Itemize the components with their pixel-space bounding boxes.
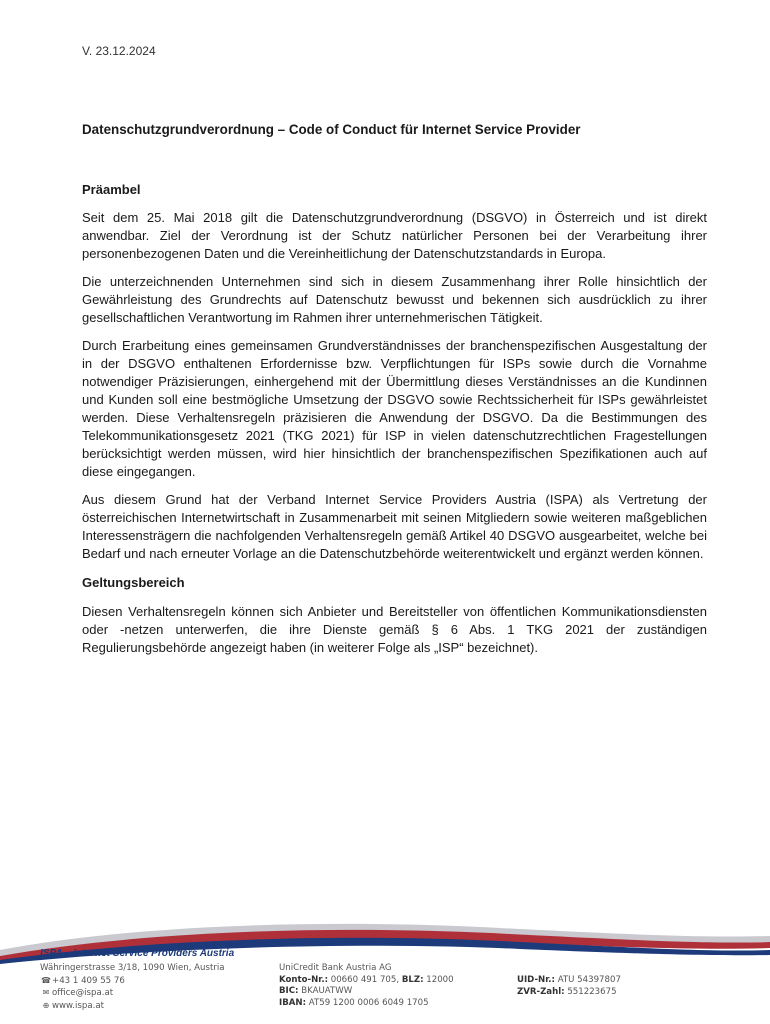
footer-bank bbox=[279, 963, 454, 1009]
footer-contact bbox=[40, 963, 225, 1012]
footer-registry bbox=[517, 975, 621, 998]
uid-value: ATU 54397807 bbox=[557, 975, 621, 985]
blz-label: BLZ: bbox=[401, 974, 424, 985]
section-heading-preamble: Präambel bbox=[82, 182, 141, 197]
iban-label: IBAN: bbox=[279, 997, 307, 1008]
footer-bank-name: UniCredit Bank Austria AG bbox=[279, 963, 392, 973]
document-version: V. 23.12.2024 bbox=[82, 44, 156, 58]
paragraph-1: Seit dem 25. Mai 2018 gilt die Datenschutzgrundverordnung (DSGVO) in Österreich und ist direkt anwendbar. Ziel der Verordnung ist der Schutz natürlicher Personen bei der Verarbeitung ihrer personenbezogenen Daten und die Vereinheitlichung der Datenschutzstandards in Europa. bbox=[82, 210, 707, 261]
uid-label: UID-Nr.: bbox=[517, 975, 555, 985]
zvr-label: ZVR-Zahl: bbox=[517, 986, 565, 997]
zvr-value: 551223675 bbox=[567, 986, 617, 997]
footer-web[interactable]: www.ispa.at bbox=[52, 1000, 104, 1011]
footer-org-name: ISPA – Internet Service Providers Austria bbox=[40, 948, 235, 959]
bic-label: BIC: bbox=[279, 986, 299, 996]
document-title: Datenschutzgrundverordnung – Code of Conduct für Internet Service Provider bbox=[82, 122, 581, 137]
section-heading-scope: Geltungsbereich bbox=[82, 575, 185, 590]
paragraph-2: Die unterzeichnenden Unternehmen sind sich in diesem Zusammenhang ihrer Rolle hinsichtlich der Gewährleistung des Grundrechts auf Datenschutz bewusst und bekennen sich ausdrücklich zu ihrer gesellschaftlichen Verantwortung im Rahmen ihrer unternehmerischen Tätigkeit. bbox=[82, 274, 707, 325]
paragraph-3: Durch Erarbeitung eines gemeinsamen Grundverständnisses der branchenspezifischen Ausgestaltung der in der DSGVO enthaltenen Erfordernisse bzw. Verpflichtungen für ISPs sowie durch die Vornahme notwendiger Präzisierungen, einhergehend mit der Übermittlung dieses Verständnisses an die Kundinnen und Kunden soll eine bestmögliche Umsetzung der DSGVO sowie Rechtssicherheit für ISPs gewährleistet werden. Diese Verhaltensregeln präzisieren die Anwendung der DSGVO. Da die Bestimmungen des Telekommunikationsgesetz 2021 (TKG 2021) für ISP in vielen datenschutzrechtlichen Fragestellungen berücksichtigt werden müssen, wird hier hinsichtlich der branchenspezifischen Spezifikationen auch auf diese eingegangen. bbox=[82, 338, 707, 479]
iban-value: AT59 1200 0006 6049 1705 bbox=[308, 997, 429, 1008]
paragraph-4: Aus diesem Grund hat der Verband Internet Service Providers Austria (ISPA) als Vertretung der österreichischen Internetwirtschaft in Zusammenarbeit mit seinen Mitgliedern sowie weiteren maßgeblichen Interessensträgern die nachfolgenden Verhaltensregeln gemäß Artikel 40 DSGVO ausgearbeitet, welche bei Bedarf und nach erneuter Vorlage an die Datenschutzbehörde weiterentwickelt und ergänzt werden können. bbox=[82, 492, 707, 561]
email-icon: ✉ bbox=[42, 988, 50, 997]
document-body bbox=[82, 181, 707, 667]
footer-phone: +43 1 409 55 76 bbox=[52, 975, 125, 986]
blz-value: 12000 bbox=[426, 974, 454, 985]
konto-value: 00660 491 705, bbox=[330, 974, 400, 985]
konto-label: Konto-Nr.: bbox=[279, 974, 329, 985]
paragraph-5: Diesen Verhaltensregeln können sich Anbieter und Bereitsteller von öffentlichen Kommunikationsdiensten oder -netzen unterwerfen, die ihre Dienste gemäß § 6 Abs. 1 TKG 2021 der zuständigen Regulierungsbehörde angezeigt haben (in weiterer Folge als „ISP“ bezeichnet). bbox=[82, 604, 707, 655]
bic-value: BKAUATWW bbox=[301, 986, 353, 996]
phone-icon: ☎ bbox=[41, 975, 51, 985]
footer-address: Währingerstrasse 3/18, 1090 Wien, Austria bbox=[40, 963, 225, 973]
footer-email[interactable]: office@ispa.at bbox=[52, 988, 114, 998]
globe-icon: ⊕ bbox=[42, 1000, 50, 1010]
